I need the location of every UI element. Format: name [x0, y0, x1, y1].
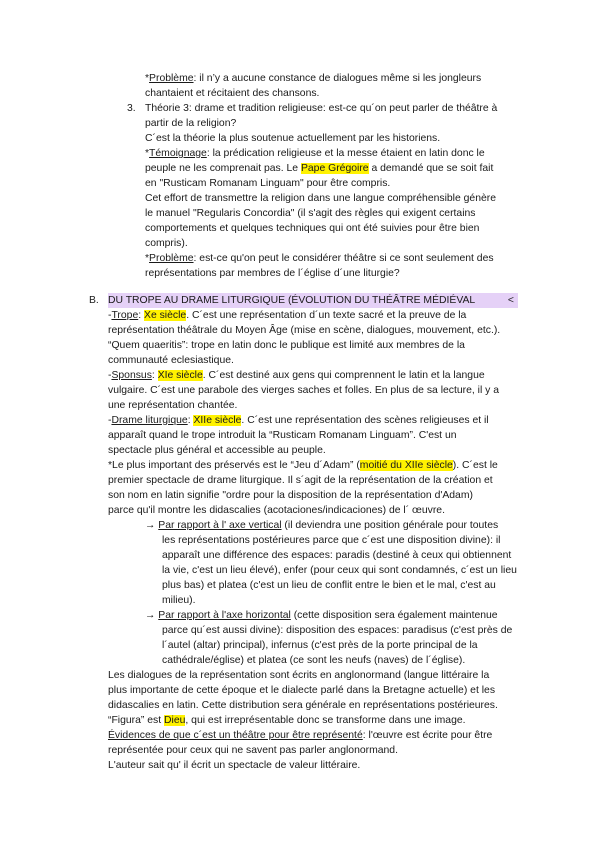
axe-horizontal-text: (cette disposition sera également maintenue [290, 610, 498, 621]
theorie-3-line-10: compris). [145, 238, 188, 249]
theorie-3-line-9: comportements et quelques techniques qui ont été suivies pour être bien [145, 223, 480, 234]
sponsus-label: Sponsus [111, 370, 152, 381]
section-b-heading-end: < [507, 295, 514, 306]
section-b-heading-text: DU TROPE AU DRAME LITURGIQUE (ÉVOLUTION DU THÉÂTRE MÉDIÉVAL [108, 295, 476, 306]
probleme-text: : il n’y a aucune constance de dialogues même si les jongleurs [193, 73, 482, 84]
probleme-line-2: chantaient et récitaient des chansons. [145, 88, 320, 99]
probleme-2-line: *Problème: est-ce qu'on peut le considérer théâtre si ce sont seulement des [145, 253, 494, 264]
trope-line-4: communauté eclesiastique. [108, 355, 234, 366]
jeu-adam-after: ). C´est le [452, 460, 498, 471]
theorie-3-line-2: partir de la religion? [145, 118, 237, 129]
axe-vertical-label: Par rapport à l' axe vertical [158, 520, 282, 531]
section-b-heading [108, 293, 518, 308]
theorie-3-line-8: le manuel "Regularis Concordia" (il s'agit des règles qui exigent certains [145, 208, 476, 219]
pape-line [145, 161, 493, 176]
theorie-3-line-12: représentations par membres de l´église d´une liturgie? [145, 268, 400, 279]
trope-line-2: représentation théâtrale du Moyen Âge (mise en scène, dialogues, mouvement, etc.). [108, 325, 501, 336]
sponsus-line-1 [108, 368, 485, 383]
probleme-line-1: *Problème: il n’y a aucune constance de dialogues même si les jongleurs [145, 73, 482, 84]
drame-line-2: apparaît quand le trope introduit la “Rusticam Romanam Linguam”. C'est un [108, 430, 457, 441]
dialogues-line-6: représentée pour ceux qui ne savent pas parler anglonormand. [108, 745, 398, 756]
theorie-3-line-7: Cet effort de transmettre la religion dans une langue compréhensible génère [145, 193, 496, 204]
temoignage-text: : la prédication religieuse et la messe étaient en latin donc le [206, 148, 485, 159]
axe-horizontal-line-2: parce qu´est aussi divine): disposition des espaces: paradisus (c'est près de [162, 625, 513, 636]
axe-vertical-line-5: plus bas) et platea (c'est un lieu de conflit entre le bien et le mal, c'est au [162, 580, 496, 591]
jeu-adam-line-2: premier spectacle de drame liturgique. Il s´agit de la représentation de la création et [108, 475, 493, 486]
axe-vertical-text: (il deviendra une position générale pour toutes [281, 520, 499, 531]
trope-line-3: “Quem quaeritis”: trope en latin donc le publique est limité aux membres de la [108, 340, 465, 351]
drame-dash: - [108, 415, 112, 426]
section-b-letter: B. [89, 295, 99, 306]
trope-dash: - [108, 310, 112, 321]
jeu-adam-highlight: moitié du XIIe siècle [359, 460, 453, 471]
sponsus-colon: : [151, 370, 158, 381]
probleme-2-label: Problème [149, 253, 194, 264]
axe-vertical-line-2: les représentations postérieures parce que c´est une disposition divine): il [162, 535, 501, 546]
figura-line [108, 713, 466, 728]
drame-line-1 [108, 413, 489, 428]
axe-vertical-line-4: la vie, c'est un lieu élevé), enfer (pour ceux qui sont condamnés, c´est un lieu [162, 565, 517, 576]
pape-after: a demandé que se soit fait [368, 163, 494, 174]
arrow-icon: → [145, 610, 159, 621]
drame-line-3: spectacle plus général et accessible au peuple. [108, 445, 326, 456]
theorie-3-line-3: C´est la théorie la plus soutenue actuellement par les historiens. [145, 133, 441, 144]
drame-label: Drame liturgique [111, 415, 188, 426]
evidences-text: : l'œuvre est écrite pour être [362, 730, 493, 741]
sponsus-dash: - [108, 370, 112, 381]
drame-text: . C´est une représentation des scènes religieuses et il [241, 415, 489, 426]
temoignage-line: *Témoignage: la prédication religieuse et la messe étaient en latin donc le [145, 148, 485, 159]
axe-vertical-line-1 [145, 518, 498, 533]
trope-century-highlight: Xe siècle [144, 310, 187, 321]
dialogues-line-7: L'auteur sait qu' il écrit un spectacle de valeur littéraire. [108, 760, 361, 771]
jeu-adam-line-3: son nom en latin signifie "ordre pour la disposition de la représentation d'Adam) [108, 490, 473, 501]
trope-text: . C´est une représentation d´un texte sacré et la preuve de la [186, 310, 467, 321]
drame-colon: : [187, 415, 194, 426]
pape-gregoire-highlight: Pape Grégoire [300, 163, 369, 174]
drame-century-highlight: XIIe siècle [193, 415, 242, 426]
axe-horizontal-line-1 [145, 608, 498, 623]
sponsus-century-highlight: XIe siècle [157, 370, 203, 381]
probleme-label: Problème [149, 73, 194, 84]
sponsus-line-3: une représentation chantée. [108, 400, 238, 411]
dieu-highlight: Dieu [164, 715, 186, 726]
figura-after: , qui est irreprésentable donc se transforme dans une image. [185, 715, 466, 726]
dialogues-line-1: Les dialogues de la représentation sont écrits en anglonormand (langue littéraire la [108, 670, 490, 681]
arrow-icon: → [145, 520, 159, 531]
axe-horizontal-label: Par rapport à l'axe horizontal [158, 610, 291, 621]
jeu-adam-line-4: parce qu'il montre les didascalies (acotaciones/indicaciones) de l´ œuvre. [108, 505, 445, 516]
evidences-label: Évidences de que c´est un théâtre pour être représenté [108, 730, 363, 741]
trope-label: Trope [111, 310, 139, 321]
list-number-3: 3. [127, 103, 136, 114]
axe-horizontal-line-4: cathédrale/église) et platea (ce sont les neufs (naves) de l´église). [162, 655, 466, 666]
trope-colon: : [138, 310, 145, 321]
theorie-3-line-6: en "Rusticam Romanam Linguam" pour être compris. [145, 178, 391, 189]
jeu-adam-line-1 [108, 458, 498, 473]
axe-vertical-line-3: apparaît une différence des espaces: paradis (destiné à ceux qui obtiennent [162, 550, 512, 561]
jeu-adam-before: *Le plus important des préservés est le “Jeu d´Adam” ( [108, 460, 360, 471]
probleme-2-text: : est-ce qu'on peut le considérer théâtre si ce sont seulement des [193, 253, 494, 264]
sponsus-text: . C´est destiné aux gens qui comprennent le latin et la langue [202, 370, 485, 381]
figura-before: “Figura” est [108, 715, 165, 726]
dialogues-line-3: didascalies en latin. Cette distribution sera générale en représentations postérieures. [108, 700, 498, 711]
dialogues-line-2: plus importante de cette époque et le dialecte parlé dans la Bretagne actuelle) et les [108, 685, 496, 696]
trope-line-1 [108, 308, 466, 323]
axe-vertical-line-6: milieu). [162, 595, 196, 606]
temoignage-label: Témoignage [149, 148, 207, 159]
evidences-line [108, 728, 492, 743]
axe-horizontal-line-3: l´autel (altar) principal), infernus (c'est près de la porte principal de la [162, 640, 478, 651]
sponsus-line-2: vulgaire. C´est une parabole des vierges saches et folles. En plus de sa lecture, il y a [108, 385, 500, 396]
pape-before: peuple ne les comprenait pas. Le [145, 163, 301, 174]
theorie-3-line-1: Théorie 3: drame et tradition religieuse: est-ce qu´on peut parler de théâtre à [145, 103, 498, 114]
